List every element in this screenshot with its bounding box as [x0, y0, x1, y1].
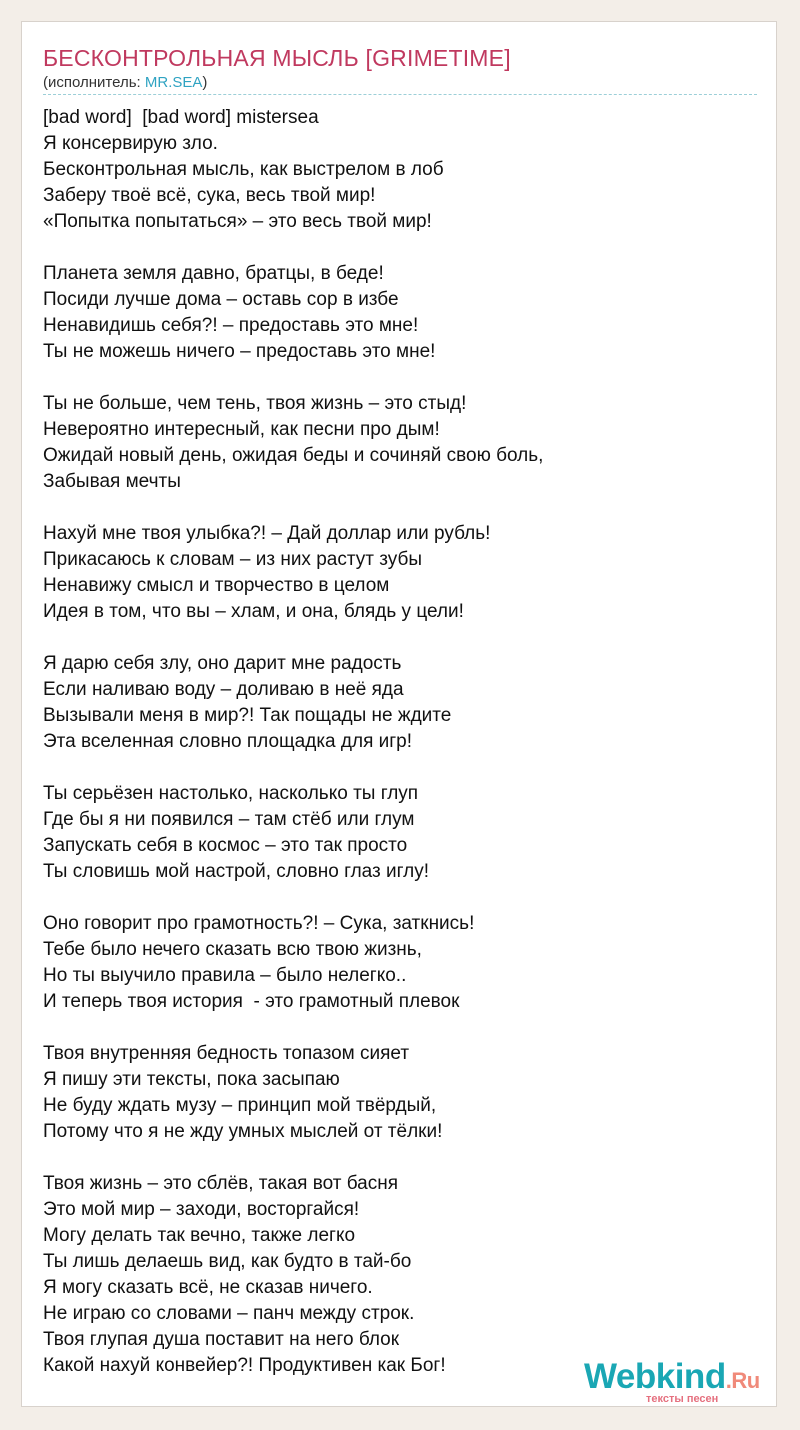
- logo-subtitle: тексты песен: [646, 1393, 719, 1405]
- lyrics-line: Ненавидишь себя?! – предоставь это мне!: [43, 315, 419, 336]
- lyrics-line: Но ты выучило правила – было нелегко..: [43, 965, 407, 986]
- lyrics-stanza: [43, 1171, 743, 1379]
- performer-suffix: ): [202, 74, 208, 91]
- logo-tld-text: .Ru: [725, 1368, 760, 1393]
- lyrics-line: Нахуй мне твоя улыбка?! – Дай доллар или рубль!: [43, 523, 491, 544]
- lyrics-stanza: [43, 261, 743, 365]
- lyrics-line: Заберу твоё всё, сука, весь твой мир!: [43, 185, 376, 206]
- lyrics-line: Ты словишь мой настрой, словно глаз иглу!: [43, 861, 430, 882]
- lyrics-text: [43, 105, 743, 1379]
- title-divider: [43, 94, 757, 95]
- lyrics-line: Ты лишь делаешь вид, как будто в тай-бо: [43, 1251, 412, 1272]
- lyrics-line: Могу делать так вечно, также легко: [43, 1225, 356, 1246]
- lyrics-line: Идея в том, что вы – хлам, и она, блядь у цели!: [43, 601, 464, 622]
- performer-link[interactable]: MR.SEA: [144, 74, 203, 91]
- lyrics-stanza: [43, 1041, 743, 1145]
- lyrics-line: Ты не можешь ничего – предоставь это мне!: [43, 341, 436, 362]
- performer-prefix: (исполнитель:: [43, 74, 145, 91]
- lyrics-line: Если наливаю воду – доливаю в неё яда: [43, 679, 404, 700]
- song-title: БЕСКОНТРОЛЬНАЯ МЫСЛЬ [GRIMETIME]: [43, 45, 511, 71]
- site-logo[interactable]: [584, 1357, 784, 1407]
- lyrics-stanza: [43, 521, 743, 625]
- lyrics-line: Я пишу эти тексты, пока засыпаю: [43, 1069, 340, 1090]
- lyrics-line: [bad word] [bad word] mistersea: [43, 107, 319, 128]
- lyrics-line: Я дарю себя злу, оно дарит мне радость: [43, 653, 402, 674]
- lyrics-line: Эта вселенная словно площадка для игр!: [43, 731, 413, 752]
- lyrics-line: Твоя внутренняя бедность топазом сияет: [43, 1043, 410, 1064]
- lyrics-line: Запускать себя в космос – это так просто: [43, 835, 408, 856]
- lyrics-card: [21, 21, 777, 1407]
- lyrics-line: Я могу сказать всё, не сказав ничего.: [43, 1277, 373, 1298]
- lyrics-line: Не буду ждать музу – принцип мой твёрдый,: [43, 1095, 437, 1116]
- lyrics-line: Ты не больше, чем тень, твоя жизнь – это стыд!: [43, 393, 467, 414]
- lyrics-stanza: [43, 651, 743, 755]
- lyrics-line: Невероятно интересный, как песни про дым!: [43, 419, 440, 440]
- lyrics-line: Это мой мир – заходи, восторгайся!: [43, 1199, 360, 1220]
- lyrics-line: Какой нахуй конвейер?! Продуктивен как Бог!: [43, 1355, 446, 1376]
- lyrics-stanza: [43, 105, 743, 235]
- lyrics-line: Твоя глупая душа поставит на него блок: [43, 1329, 400, 1350]
- lyrics-line: Ненавижу смысл и творчество в целом: [43, 575, 390, 596]
- lyrics-line: Вызывали меня в мир?! Так пощады не ждите: [43, 705, 452, 726]
- lyrics-line: Планета земля давно, братцы, в беде!: [43, 263, 384, 284]
- lyrics-line: Оно говорит про грамотность?! – Сука, заткнись!: [43, 913, 475, 934]
- lyrics-line: И теперь твоя история - это грамотный плевок: [43, 991, 460, 1012]
- lyrics-line: Не играю со словами – панч между строк.: [43, 1303, 415, 1324]
- lyrics-line: Потому что я не жду умных мыслей от тёлки!: [43, 1121, 443, 1142]
- lyrics-line: Ты серьёзен настолько, насколько ты глуп: [43, 783, 419, 804]
- lyrics-stanza: [43, 911, 743, 1015]
- lyrics-line: Я консервирую зло.: [43, 133, 218, 154]
- performer-line: [43, 73, 207, 93]
- lyrics-line: Тебе было нечего сказать всю твою жизнь,: [43, 939, 422, 960]
- lyrics-line: Прикасаюсь к словам – из них растут зубы: [43, 549, 422, 570]
- lyrics-line: Твоя жизнь – это сблёв, такая вот басня: [43, 1173, 399, 1194]
- logo-main-text: Webkind: [584, 1357, 726, 1396]
- lyrics-line: Где бы я ни появился – там стёб или глум: [43, 809, 415, 830]
- lyrics-line: Забывая мечты: [43, 471, 181, 492]
- lyrics-stanza: [43, 391, 743, 495]
- lyrics-stanza: [43, 781, 743, 885]
- lyrics-line: «Попытка попытаться» – это весь твой мир!: [43, 211, 432, 232]
- lyrics-line: Посиди лучше дома – оставь сор в избе: [43, 289, 399, 310]
- lyrics-line: Ожидай новый день, ожидая беды и сочиняй свою боль,: [43, 445, 544, 466]
- lyrics-line: Бесконтрольная мысль, как выстрелом в лоб: [43, 159, 444, 180]
